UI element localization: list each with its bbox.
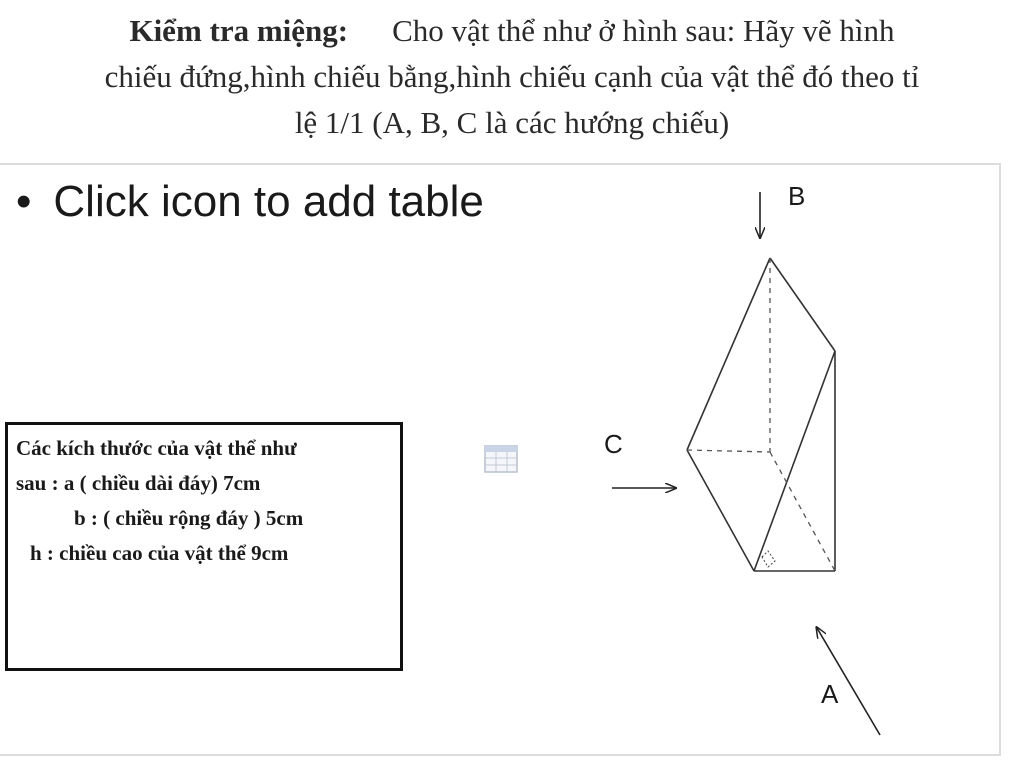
title-line-1 xyxy=(0,8,1024,54)
dimensions-line-1: Các kích thước của vật thể như xyxy=(16,436,297,460)
dimensions-line-3: b : ( chiều rộng đáy ) 5cm xyxy=(74,506,304,530)
direction-arrow-c xyxy=(604,429,675,488)
slide-title xyxy=(0,8,1024,146)
label-c: C xyxy=(604,429,623,459)
label-b: B xyxy=(788,181,806,211)
dimensions-line-2: sau : a ( chiều dài đáy) 7cm xyxy=(16,471,261,495)
slide-content-area[interactable] xyxy=(0,163,1001,756)
dimensions-line-4: h : chiều cao của vật thể 9cm xyxy=(30,541,289,565)
title-question: Cho vật thể như ở hình sau: Hãy vẽ hình xyxy=(392,13,895,48)
title-lead: Kiểm tra miệng: xyxy=(129,13,349,48)
right-angle-marker xyxy=(762,551,775,567)
prism-solid-edges xyxy=(687,258,835,571)
prism-figure xyxy=(0,165,999,754)
placeholder-text: Click icon to add table xyxy=(53,177,484,226)
direction-arrow-a xyxy=(817,628,880,735)
title-line-2: chiếu đứng,hình chiếu bằng,hình chiếu cạnh của vật thể đó theo tỉ xyxy=(104,59,920,94)
bullet-marker: • xyxy=(16,177,32,226)
prism-hidden-edges xyxy=(687,258,835,571)
title-line-3: lệ 1/1 (A, B, C là các hướng chiếu) xyxy=(294,105,730,140)
direction-arrow-b xyxy=(760,181,805,237)
label-a: A xyxy=(821,679,839,709)
